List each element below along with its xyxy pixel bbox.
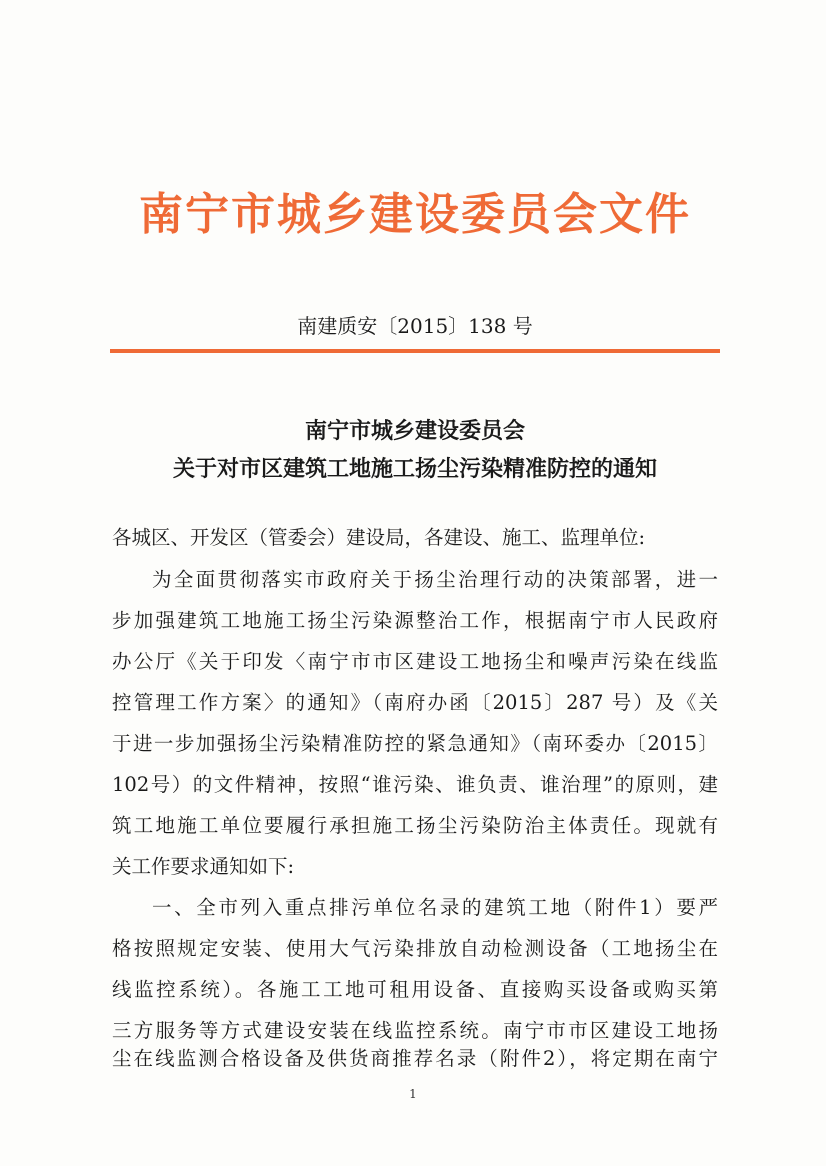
paragraph2-line: 格按照规定安装、使用大气污染排放自动检测设备（工地扬尘在	[112, 937, 718, 960]
notice-title-line-1: 南宁市城乡建设委员会	[304, 418, 525, 444]
paragraph1-line: 关工作要求通知如下:	[112, 855, 295, 878]
paragraph1-line: 控管理工作方案〉的通知》（南府办函〔2015〕287 号）及《关	[112, 691, 718, 714]
page-number: 1	[409, 1087, 417, 1101]
paragraph1-line: 步加强建筑工地施工扬尘污染源整治工作，根据南宁市人民政府	[112, 609, 718, 632]
paragraph1-line: 于进一步加强扬尘污染精准防控的紧急通知》（南环委办〔2015〕	[112, 732, 718, 755]
paragraph1-line: 办公厅《关于印发〈南宁市市区建设工地扬尘和噪声污染在线监	[112, 650, 718, 673]
paragraph2-line: 三方服务等方式建设安装在线监控系统。南宁市市区建设工地扬	[112, 1019, 718, 1042]
header-red-rule	[110, 349, 720, 353]
paragraph1-line: 为全面贯彻落实市政府关于扬尘治理行动的决策部署，进一	[152, 568, 718, 591]
paragraph1-line: 102号）的文件精神，按照“谁污染、谁负责、谁治理”的原则，建	[112, 773, 718, 796]
paragraph2-line: 尘在线监测合格设备及供货商推荐名录（附件2），将定期在南宁	[112, 1047, 718, 1070]
paragraph2-line: 一、全市列入重点排污单位名录的建筑工地（附件1）要严	[152, 896, 718, 919]
document-header-title: 南宁市城乡建设委员会文件	[139, 189, 691, 240]
notice-title-line-2: 关于对市区建筑工地施工扬尘污染精准防控的通知	[172, 456, 657, 482]
addressee-line: 各城区、开发区（管委会）建设局，各建设、施工、监理单位:	[112, 526, 646, 549]
paragraph2-line: 线监控系统）。各施工工地可租用设备、直接购买设备或购买第	[112, 978, 718, 1001]
document-number: 南建质安〔2015〕138 号	[297, 314, 533, 338]
paragraph1-line: 筑工地施工单位要履行承担施工扬尘污染防治主体责任。现就有	[112, 814, 718, 837]
